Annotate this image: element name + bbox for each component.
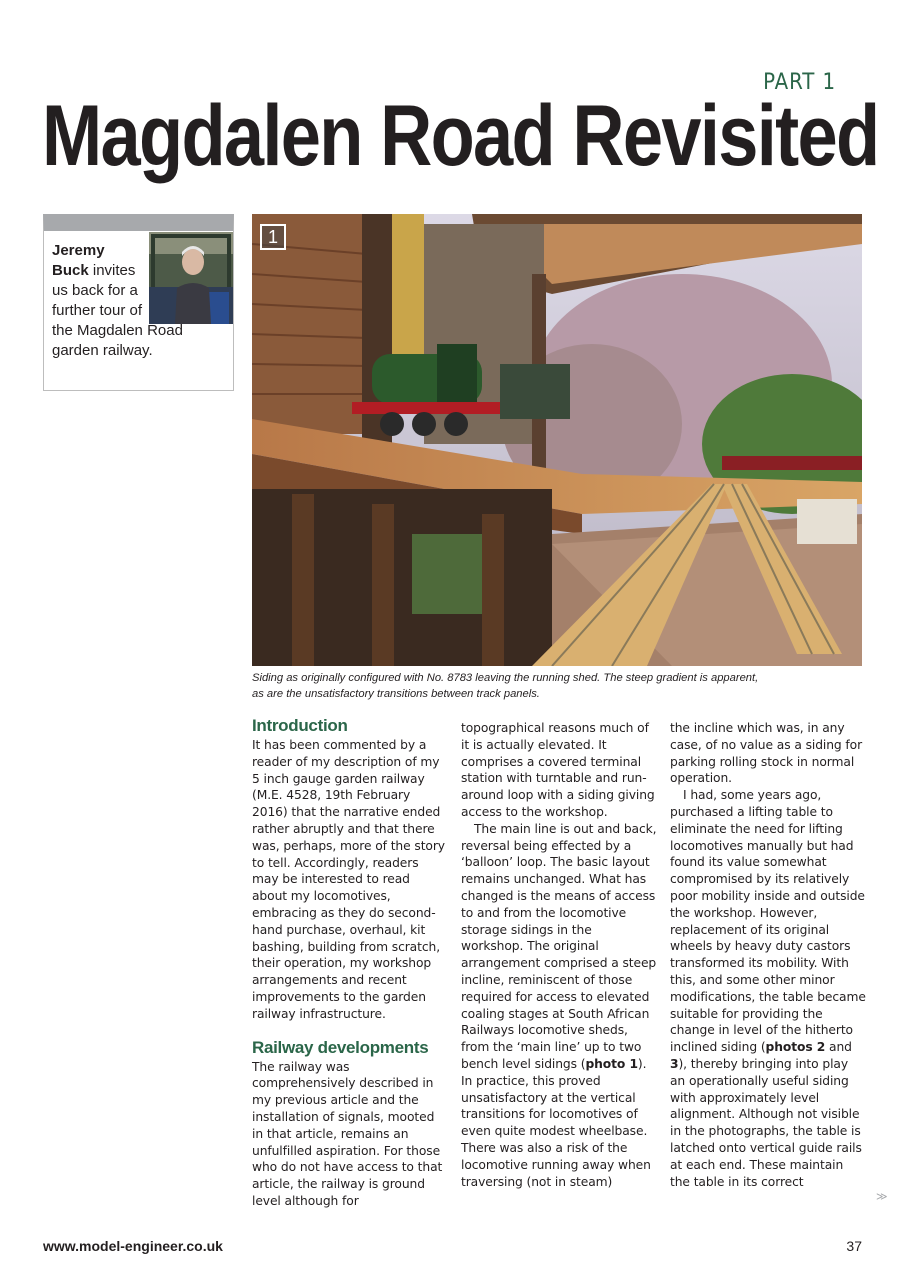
main-photo [252, 214, 862, 666]
footer-website: www.model-engineer.co.uk [43, 1238, 223, 1254]
author-photo [149, 232, 233, 314]
article-column-2 [461, 720, 657, 1190]
caption-line-2: as are the unsatisfactory transitions between track panels. [252, 688, 540, 700]
railway-photo-image [252, 214, 862, 666]
section-heading-railway-developments: Railway developments [252, 1037, 429, 1057]
headline: Magdalen Road Revisited [42, 88, 879, 184]
photo-ref-1: photo 1 [585, 1056, 638, 1071]
caption-line-1: Siding as originally configured with No. 8783 leaving the running shed. The steep gradient is apparent, [252, 672, 759, 684]
page-number: 37 [846, 1238, 862, 1254]
continue-arrow-icon: ≫ [876, 1190, 888, 1203]
photo-caption [252, 670, 772, 702]
col2-p2-text-cont: ). In practice, this proved unsatisfactory at the vertical transitions for locomotives of even quite modest wheelbase. There was also a risk of the locomotive running away when traversing (not in steam) [461, 1056, 651, 1189]
section-heading-introduction: Introduction [252, 716, 348, 735]
photo-ref-3: 3 [670, 1056, 679, 1071]
intro-paragraph: It has been commented by a reader of my description of my 5 inch gauge garden railway (M.E. 4528, 19th February 2016) that the narrative ended rather abruptly and that there was, perhaps, more of the story to tell. Accordingly, readers may be interested to read about my locomotives, embracing as they do second-hand purchase, overhaul, kit bashing, building from scratch, their operation, my workshop arrangements and recent improvements to the garden railway infrastructure. [252, 738, 445, 1021]
col3-paragraph-1: the incline which was, in any case, of no value as a siding for parking rolling stock in normal operation. [670, 721, 863, 786]
photo-number-badge: 1 [260, 224, 286, 250]
part-label: PART 1 [763, 70, 836, 95]
standfirst-body: invites us back for a further tour of the Magdalen Road garden railway. [52, 262, 183, 359]
article-column-1 [252, 716, 448, 1210]
col2-p2-text: The main line is out and back, reversal being effected by a ‘balloon’ loop. The basic layout remains unchanged. What has changed is the means of access to and from the locomotive storage sidings in the workshop. The original arrangement comprised a steep incline, reminiscent of those required for access to elevated coaling stages at South African Railways locomotive sheds, from the ‘main line’ up to two bench level sidings ( [461, 821, 657, 1071]
col3-p2-text-cont: ), thereby bringing into play an operationally useful siding with approximately level alignment. Although not visible in the photographs, the table is latched onto vertical guide rails at each end. These maintain the table in its correct [670, 1056, 862, 1189]
article-column-3 [670, 720, 866, 1190]
col2-paragraph-2 [461, 821, 657, 1191]
col2-paragraph-1: topographical reasons much of it is actually elevated. It comprises a covered terminal station with turntable and run-around loop with a siding giving access to the workshop. [461, 721, 655, 819]
col3-paragraph-2 [670, 787, 866, 1190]
railway-paragraph: The railway was comprehensively described in my previous article and the installation of signals, mooted in that article, remains an unfulfilled aspiration. For those who do not have access to that article, the railway is ground level although for [252, 1059, 443, 1208]
standfirst-box [43, 214, 234, 391]
photo-ref-2: photos 2 [765, 1040, 826, 1055]
author-name: Jeremy Buck [52, 242, 105, 279]
col3-and: and [825, 1040, 852, 1055]
standfirst-text [52, 241, 232, 361]
author-portrait-image [149, 232, 233, 324]
col3-p2-text: I had, some years ago, purchased a lifting table to eliminate the need for lifting locomotives manually but had found its value somewhat compromised by its relatively poor mobility inside and outside the workshop. However, replacement of its original wheels by heavy duty castors transformed its mobility. With this, and some other minor modifications, the table became suitable for providing the change in level of the hitherto inclined siding ( [670, 788, 866, 1055]
